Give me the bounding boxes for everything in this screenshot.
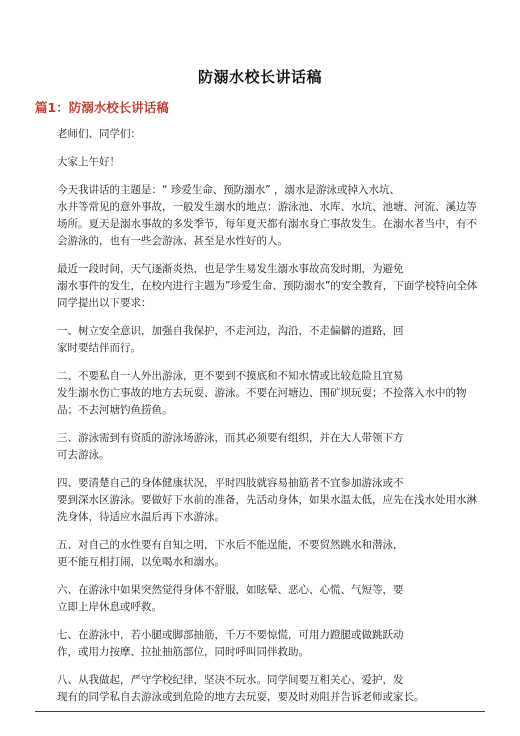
rule-item: 二、不要私自一人外出游泳，更不要到不摸底和不知水情或比较危险且宜易 发生溺水伤亡事故的地方去玩耍、游泳。不要在河塘边、围矿坝玩耍；不捡落入水中的物品；不去河塘钓鱼捞鱼。 (57, 370, 467, 416)
section-heading: 篇1：防溺水校长讲话稿 (35, 100, 169, 115)
rule-item: 八、从我做起，严守学校纪律，坚决不玩水。同学间要互相关心、爱护，发 现有的同学私自去游泳或到危险的地方去玩耍，要及时劝阻并告诉老师或家长。 (57, 674, 425, 703)
rule-item: 六、在游泳中如果突然觉得身体不舒服，如眩晕、恶心、心慌、气短等，要 立即上岸休息或呼救。 (57, 584, 404, 613)
footer-divider (35, 711, 485, 712)
document-title: 防溺水校长讲话稿 (197, 68, 322, 86)
rule-item: 三、游泳需到有资质的游泳场游泳，而其必须要有组织，并在大人带领下方 可去游泳。 (57, 432, 404, 461)
document-body (35, 126, 487, 717)
body-paragraph: 最近一段时间，天气逐渐炎热，也是学生易发生溺水事故高发时期，为避免 溺水事件的发生，在校内进行主题为”珍爱生命、预防溺水”的安全教育，下面学校特向全体同学提出以下要求： (57, 263, 478, 309)
rule-item: 七、在游泳中，若小腿或脚部抽筋，千万不要惊慌，可用力蹬腿或做跳跃动 作，或用力按摩、拉扯抽筋部位，同时呼叫同伴救助。 (57, 629, 404, 658)
rule-item: 一、树立安全意识，加强自我保护，不走河边，沟沿，不走偏僻的道路，回 家时要结伴而行。 (57, 325, 404, 354)
body-paragraph: 今天我讲话的主题是：“ 珍爱生命、预防溺水” ，溺水是游泳或掉入水坑、 水井等常见的意外事故，一般发生溺水的地点：游泳池、水库、水坑、池塘、河流、溪边等场所。夏天是溺水事故的多发季节，每年夏天都有溺水身亡事故发生。在溺水者当中，有不会游泳的，也有一些会游泳、甚至是水性好的人。 (57, 184, 477, 247)
greeting-line: 大家上午好！ (57, 156, 120, 168)
rule-item: 五、对自己的水性要有自知之明，下水后不能逞能，不要贸然跳水和潜泳， 更不能互相打闹，以免喝水和溺水。 (57, 539, 404, 568)
greeting-line: 老师们、同学们： (57, 128, 141, 140)
rule-item: 四、要清楚自己的身体健康状况，平时四肢就容易抽筋者不宜参加游泳或不 要到深水区游泳。要做好下水前的准备，先活动身体，如果水温太低，应先在浅水处用水淋洗身体，待适应水温后再下水游泳。 (57, 477, 477, 523)
